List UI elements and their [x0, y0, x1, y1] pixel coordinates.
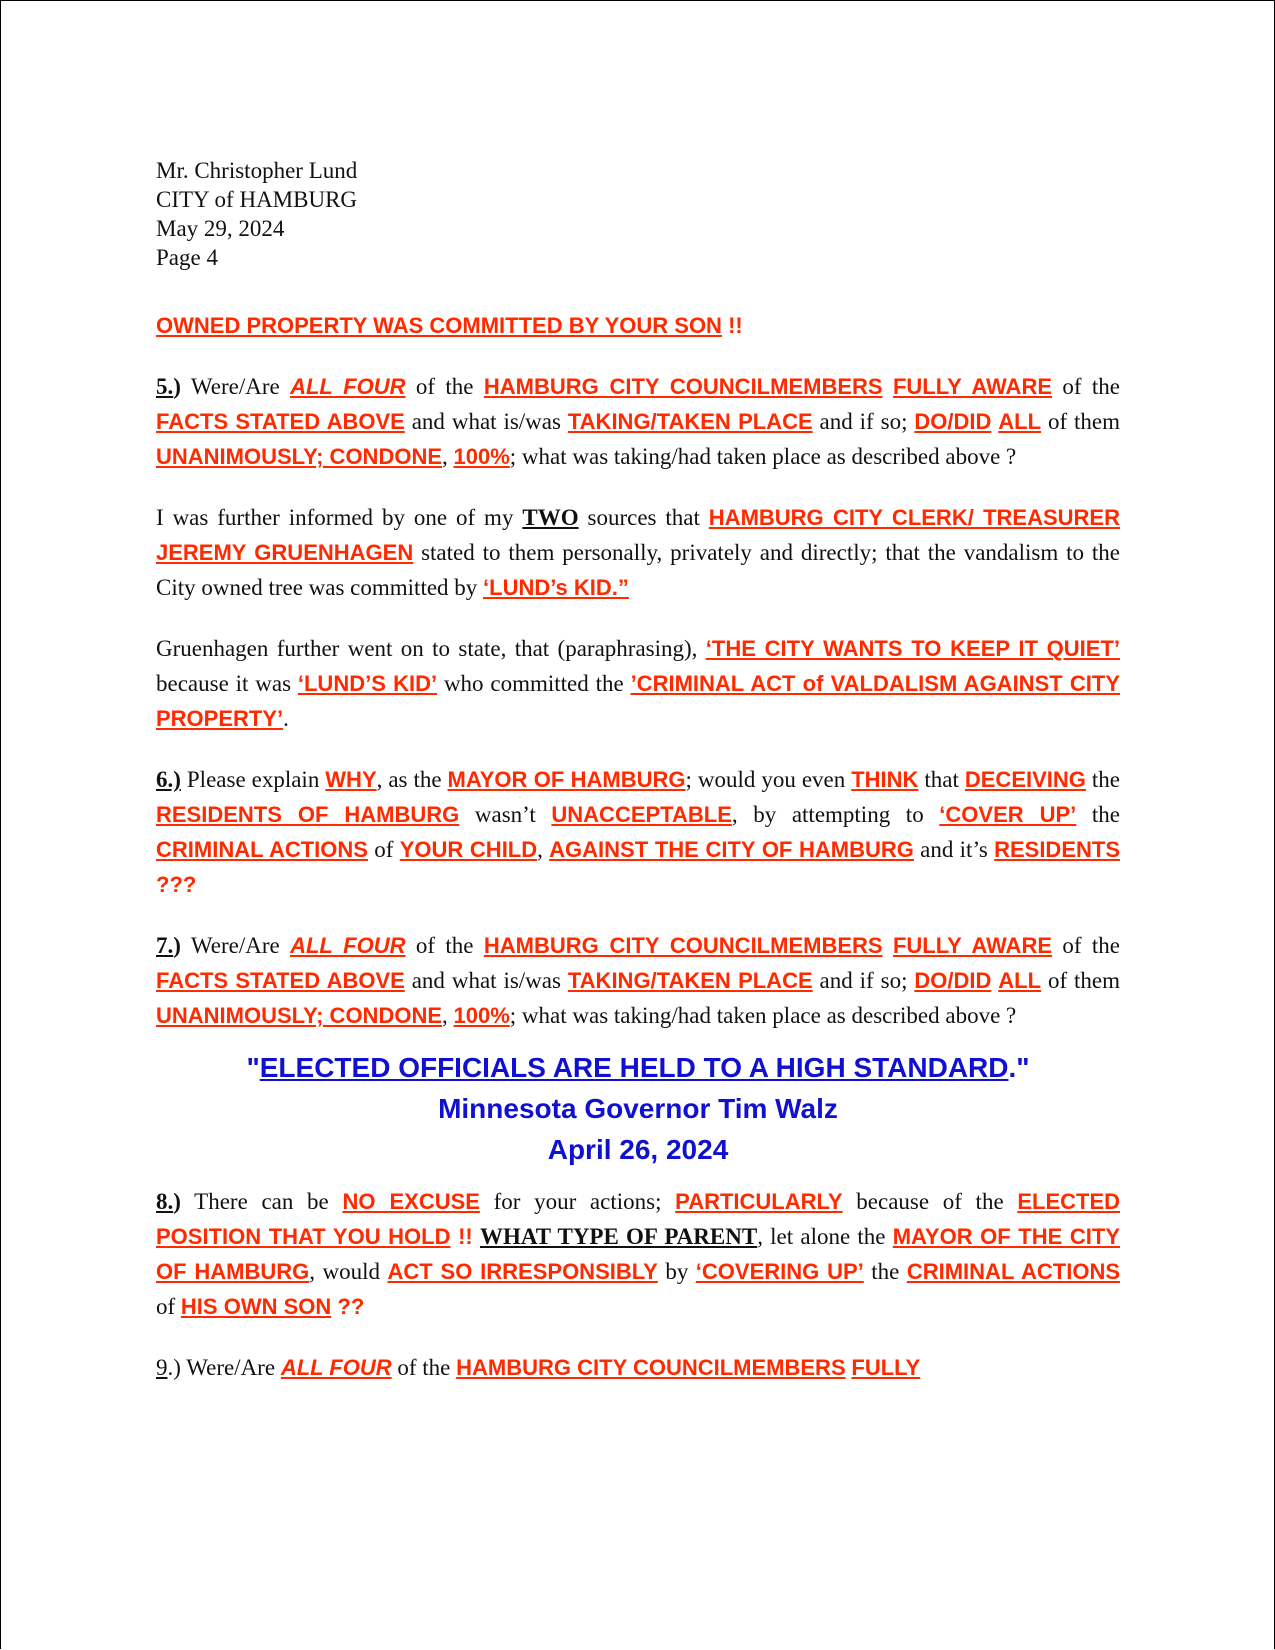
text-run: sources that [578, 505, 709, 530]
emphasis: TAKING/TAKEN PLACE [567, 968, 813, 993]
text-run: Were/Are [180, 374, 291, 399]
text-run: , by attempting to [731, 802, 940, 827]
emphasis: ALL FOUR [290, 374, 406, 399]
item-paren: ) [173, 374, 181, 399]
text-run: who committed the [437, 671, 631, 696]
emphasis: HAMBURG CITY CLERK/ TREASURER JEREMY GRUENHAGEN [156, 505, 1120, 565]
continuation-text: OWNED PROPERTY WAS COMMITTED BY YOUR SON [156, 313, 722, 338]
emphasis: MAYOR OF HAMBURG [447, 767, 686, 792]
emphasis: ALL [998, 968, 1042, 993]
text-run: and what is/was [404, 409, 568, 434]
emphasis-bold: WHAT TYPE OF PARENT [479, 1224, 758, 1249]
text-run: and it’s [913, 837, 995, 862]
paragraph-informed [156, 500, 1120, 605]
emphasis: ALL FOUR [280, 1355, 392, 1380]
text-run: ; would you even [685, 767, 852, 792]
text-run: , [442, 444, 454, 469]
recipient-city: CITY of HAMBURG [156, 187, 358, 212]
text-run: of the [1052, 374, 1120, 399]
emphasis: CRIMINAL ACTIONS [156, 837, 368, 862]
emphasis: ’CRIMINAL ACT of VALDALISM AGAINST CITY PROPERTY’ [156, 671, 1121, 731]
item-number: 9 [156, 1355, 168, 1380]
text-run: and what is/was [404, 968, 568, 993]
quote-text: ELECTED OFFICIALS ARE HELD TO A HIGH STANDARD [259, 1052, 1009, 1083]
emphasis: ALL [998, 409, 1042, 434]
letter-header [156, 156, 1120, 272]
emphasis: ‘LUND’S KID’ [297, 671, 438, 696]
text-run: , as the [376, 767, 448, 792]
emphasis-bold: TWO [522, 505, 579, 530]
continuation-line [156, 308, 1120, 343]
text-run: the [863, 1259, 907, 1284]
text-run: of the [405, 933, 484, 958]
emphasis: RESIDENTS [994, 837, 1120, 862]
quote-date: April 26, 2024 [547, 1134, 729, 1165]
text-run: and if so; [812, 968, 915, 993]
text-run: because of the [842, 1189, 1018, 1214]
emphasis: NO EXCUSE [342, 1189, 480, 1214]
paragraph-6 [156, 762, 1120, 902]
text-run: .) Were/Are [167, 1355, 281, 1380]
emphasis-mark: ??? [156, 872, 197, 897]
page-number: Page 4 [156, 245, 218, 270]
paragraph-5 [156, 369, 1120, 474]
emphasis: ELECTED POSITION THAT YOU HOLD [156, 1189, 1121, 1249]
continuation-mark: !! [721, 313, 743, 338]
text-run: Were/Are [180, 933, 291, 958]
paragraph-9 [156, 1350, 1120, 1385]
text-run [883, 374, 893, 399]
emphasis: ‘COVER UP’ [939, 802, 1077, 827]
emphasis: UNACCEPTABLE [551, 802, 732, 827]
emphasis: 100% [453, 1003, 510, 1028]
emphasis: ‘LUND’s KID.” [483, 575, 629, 600]
emphasis: FACTS STATED ABOVE [156, 968, 405, 993]
text-run: ; what was taking/had taken place as described above ? [509, 1003, 1017, 1028]
item-number: 5. [156, 374, 174, 399]
emphasis: YOUR CHILD [399, 837, 538, 862]
text-run: of them [1041, 409, 1121, 434]
emphasis: HIS OWN SON [180, 1294, 332, 1319]
paragraph-7 [156, 928, 1120, 1033]
text-run: of the [1052, 933, 1120, 958]
emphasis: DECEIVING [964, 767, 1086, 792]
text-run: , [537, 837, 550, 862]
emphasis: TAKING/TAKEN PLACE [567, 409, 813, 434]
quote-close: ." [1008, 1052, 1030, 1083]
emphasis: AGAINST THE CITY OF HAMBURG [549, 837, 914, 862]
item-number: 7. [156, 933, 174, 958]
text-run: ; what was taking/had taken place as described above ? [509, 444, 1017, 469]
quote-open: " [246, 1052, 260, 1083]
emphasis: WHY [325, 767, 377, 792]
emphasis: CRIMINAL ACTIONS [906, 1259, 1121, 1284]
emphasis: HAMBURG CITY COUNCILMEMBERS [483, 374, 883, 399]
text-run: the [1085, 767, 1120, 792]
emphasis: RESIDENTS OF HAMBURG [156, 802, 460, 827]
text-run: that [918, 767, 965, 792]
item-number: 8. [156, 1189, 174, 1214]
paragraph-gruenhagen [156, 631, 1120, 736]
emphasis: DO/DID [914, 968, 992, 993]
text-run: by [657, 1259, 696, 1284]
emphasis: UNANIMOUSLY; CONDONE [156, 1003, 443, 1028]
letter-date: May 29, 2024 [156, 216, 285, 241]
emphasis: MAYOR OF THE CITY OF HAMBURG [156, 1224, 1120, 1284]
emphasis-mark: ?? [331, 1294, 365, 1319]
text-run: There can be [180, 1189, 343, 1214]
quote-author: Minnesota Governor Tim Walz [438, 1093, 838, 1124]
emphasis: FACTS STATED ABOVE [156, 409, 405, 434]
text-run: of [156, 1294, 181, 1319]
emphasis: ‘THE CITY WANTS TO KEEP IT QUIET’ [705, 636, 1120, 661]
text-run: and if so; [812, 409, 915, 434]
text-run: , let alone the [757, 1224, 893, 1249]
text-run: I was further informed by one of my [156, 505, 523, 530]
text-run: of them [1041, 968, 1121, 993]
text-run [473, 1224, 480, 1249]
emphasis: ‘COVERING UP’ [695, 1259, 864, 1284]
text-run: , [442, 1003, 454, 1028]
emphasis: ALL FOUR [290, 933, 406, 958]
recipient-name: Mr. Christopher Lund [156, 158, 358, 183]
emphasis: HAMBURG CITY COUNCILMEMBERS [483, 933, 883, 958]
text-run: wasn’t [459, 802, 552, 827]
emphasis: DO/DID [914, 409, 992, 434]
paragraph-8 [156, 1184, 1120, 1324]
text-run: Gruenhagen further went on to state, that (paraphrasing), [156, 636, 706, 661]
text-run: of the [405, 374, 484, 399]
text-run: . [283, 706, 289, 731]
text-run: , would [309, 1259, 388, 1284]
item-paren: ) [173, 1189, 181, 1214]
emphasis: FULLY [851, 1355, 921, 1380]
emphasis: PARTICULARLY [675, 1189, 843, 1214]
emphasis-mark: !! [450, 1224, 473, 1249]
item-number: 6.) [156, 767, 181, 792]
emphasis: UNANIMOUSLY; CONDONE [156, 444, 443, 469]
emphasis: THINK [851, 767, 919, 792]
emphasis: FULLY AWARE [892, 374, 1052, 399]
governor-quote [156, 1047, 1120, 1170]
emphasis: 100% [453, 444, 510, 469]
text-run: the [1076, 802, 1120, 827]
letter-body [156, 156, 1120, 1385]
text-run: for your actions; [479, 1189, 676, 1214]
text-run: of [367, 837, 400, 862]
text-run [883, 933, 893, 958]
text-run: stated to them personally, privately and directly; that the vandalism to the City owned tree was committed by [156, 540, 1121, 600]
quote-line [156, 1047, 1120, 1088]
item-paren: ) [173, 933, 181, 958]
emphasis: FULLY AWARE [892, 933, 1052, 958]
emphasis: HAMBURG CITY COUNCILMEMBERS [456, 1355, 846, 1380]
text-run: because it was [156, 671, 298, 696]
text-run: of the [391, 1355, 457, 1380]
emphasis: ACT SO IRRESPONSIBLY [387, 1259, 658, 1284]
text-run: Please explain [180, 767, 326, 792]
